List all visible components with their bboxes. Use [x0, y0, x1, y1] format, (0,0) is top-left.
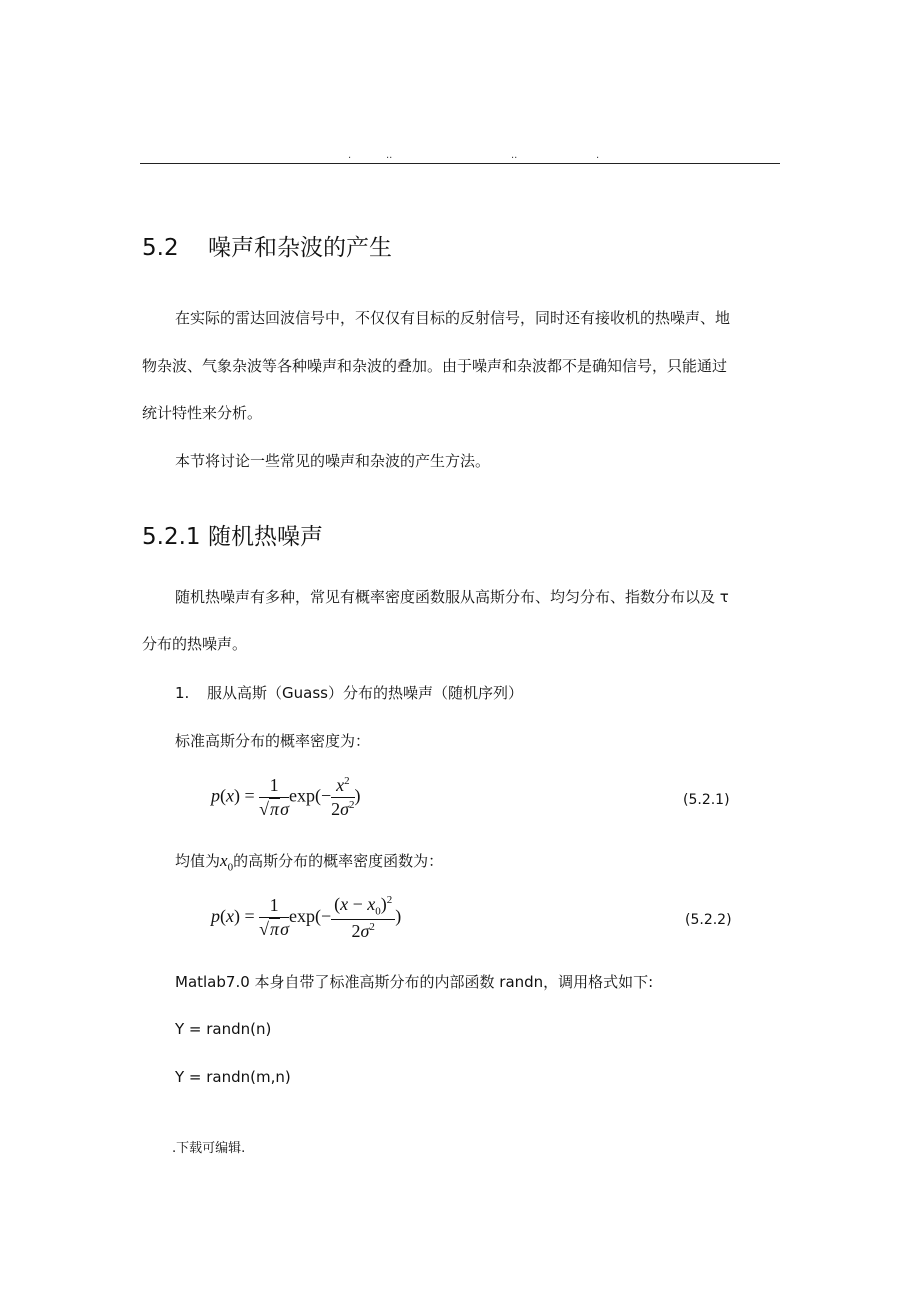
intro-line-3: 统计特性来分析。	[142, 404, 263, 422]
noise-line-2: 分布的热噪声。	[142, 635, 248, 653]
eq2-exponent-fraction: $\frac{(x - x_0)^2}{2\sigma^2}$	[331, 894, 395, 942]
equation-5-2-1: p(x) = $\frac{1}{√\pi\sigma}$ exp(− $\frac{x^2}{2\sigma^2}$ )	[211, 775, 361, 819]
noise-line-1: 随机热噪声有多种，常见有概率密度函数服从高斯分布、均匀分布、指数分布以及 τ	[175, 588, 729, 606]
section-number: 5.2	[142, 235, 179, 261]
list-item-text: 服从高斯（Guass）分布的热噪声（随机序列）	[207, 684, 523, 702]
code-line-2: Y = randn(m,n)	[175, 1068, 291, 1086]
section-title: 噪声和杂波的产生	[208, 235, 392, 261]
std-density-label: 标准高斯分布的概率密度为：	[175, 732, 371, 750]
header-dot: ..	[511, 150, 518, 161]
subsection-number: 5.2.1	[142, 524, 201, 550]
header-rule	[140, 163, 780, 164]
mean-density-label: 均值为$x_0$的高斯分布的概率密度函数为：	[175, 851, 444, 874]
matlab-description: Matlab7.0 本身自带了标准高斯分布的内部函数 randn，调用格式如下:	[175, 973, 654, 991]
equation-5-2-2: p(x) = $\frac{1}{√\pi\sigma}$ exp(− $\frac{(x - x_0)^2}{2\sigma^2}$ )	[211, 894, 402, 941]
header-dot: .	[596, 150, 600, 161]
intro-line-4: 本节将讨论一些常见的噪声和杂波的产生方法。	[175, 452, 491, 470]
eq2-coefficient-fraction: $\frac{1}{√\pi\sigma}$	[259, 895, 289, 940]
subsection-heading	[142, 518, 323, 551]
intro-line-2: 物杂波、气象杂波等各种噪声和杂波的叠加。由于噪声和杂波都不是确知信号，只能通过	[142, 357, 728, 375]
equation-number-5-2-2: (5.2.2)	[685, 912, 732, 928]
equation-number-5-2-1: (5.2.1)	[683, 792, 730, 808]
subsection-title: 随机热噪声	[208, 524, 323, 550]
page-footer: .下载可编辑.	[172, 1141, 246, 1156]
list-item-gauss	[175, 686, 523, 701]
section-heading	[142, 229, 392, 262]
code-line-1: Y = randn(n)	[175, 1020, 272, 1038]
intro-line-1: 在实际的雷达回波信号中，不仅仅有目标的反射信号，同时还有接收机的热噪声、地	[175, 309, 731, 327]
header-dot: ..	[386, 150, 393, 161]
header-dot: .	[348, 150, 352, 161]
eq1-exponent-fraction: $\frac{x^2}{2\sigma^2}$	[331, 775, 355, 819]
list-item-number: 1.	[175, 684, 190, 702]
eq1-coefficient-fraction: $\frac{1}{√\pi\sigma}$	[259, 775, 289, 819]
